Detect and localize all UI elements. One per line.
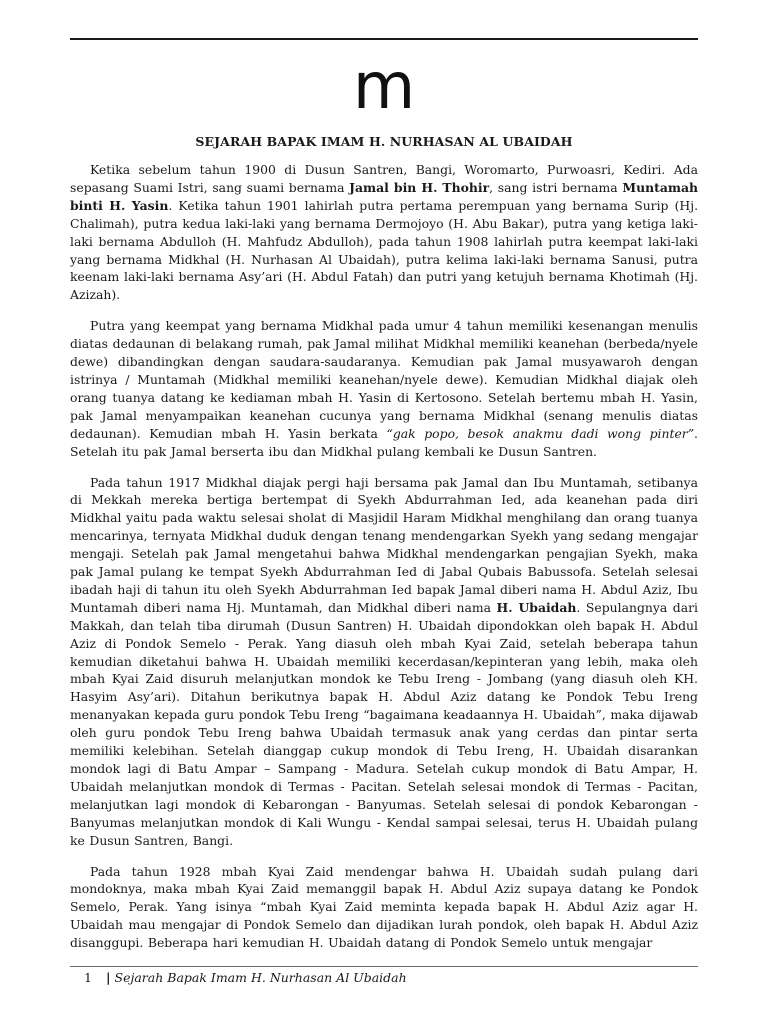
text-run: Putra yang keempat yang bernama Midkhal pada umur 4 tahun memiliki kesenangan menulis diatas dedaunan di belakang rumah, pak Jamal milihat Midkhal memiliki keanehan (berbeda/nyele dewe) dibandingkan dengan saudara-saudaranya. Kemudian pak Jamal musyawaroh dengan istrinya / Muntamah (Midkhal memiliki keanehan/nyele dewe). Kemudian Midkhal diajak oleh orang tuanya datang ke kediaman mbah H. Yasin di Kertosono. Setelah bertemu mbah H. Yasin, pak Jamal menyampaikan keanehan cucunya yang bernama Midkhal (senang menulis diatas dedaunan). Kemudian mbah H. Yasin berkata	[70, 318, 698, 441]
text-run: Pada tahun 1928 mbah Kyai Zaid mendengar bahwa H. Ubaidah sudah pulang dari mondoknya, maka mbah Kyai Zaid memanggil bapak H. Abdul Aziz supaya datang ke Pondok Semelo, Perak. Yang isinya “mbah Kyai Zaid meminta kepada bapak H. Abdul Aziz agar H. Ubaidah mau mengajar di Pondok Semelo dan dijadikan lurah pondok, oleh bapak H. Abdul Aziz disanggupi. Beberapa hari kemudian H. Ubaidah datang di Pondok Semelo untuk mengajar	[70, 863, 698, 951]
text-run: . Sepulangnya dari Makkah, dan telah tiba dirumah (Dusun Santren) H. Ubaidah dipondokkan oleh bapak H. Abdul Aziz di Pondok Semelo - Perak. Yang diasuh oleh mbah Kyai Zaid, setelah beberapa tahun kemudian diketahui bahwa H. Ubaidah memiliki kecerdasan/kepinteran yang lebih, maka oleh mbah Kyai Zaid disuruh melanjutkan mondok ke Tebu Ireng - Jombang (yang diasuh oleh KH. Hasyim Asy’ari). Ditahun berikutnya bapak H. Abdul Aziz datang ke Pondok Tebu Ireng menanyakan kepada guru pondok Tebu Ireng “bagaimana keadaannya H. Ubaidah”, maka dijawab oleh guru pondok Tebu Ireng bahwa Ubaidah termasuk anak yang cerdas dan pintar serta memiliki kelebihan. Setelah dianggap cukup mondok di Tebu Ireng, H. Ubaidah disarankan mondok lagi di Batu Ampar – Sampang - Madura. Setelah cukup mondok di Batu Ampar, H. Ubaidah melanjutkan mondok di Termas - Pacitan. Setelah selesai mondok di Termas - Pacitan, melanjutkan lagi mondok di Kebarongan - Banyumas. Setelah selesai di pondok Kebarongan - Banyumas melanjutkan mondok di Kali Wungu - Kendal sampai selesai, terus H. Ubaidah pulang ke Dusun Santren, Bangi.	[70, 599, 698, 848]
page-number: 1	[84, 970, 92, 985]
document-title: SEJARAH BAPAK IMAM H. NURHASAN AL UBAIDAH	[195, 134, 573, 149]
text-run: Pada tahun 1917 Midkhal diajak pergi haji bersama pak Jamal dan Ibu Muntamah, setibanya di Mekkah mereka bertiga bertempat di Syekh Abdurrahman Ied, ada keanehan pada diri Midkhal yaitu pada waktu selesai sholat di Masjidil Haram Midkhal menghilang dan orang tuanya mencarinya, ternyata Midkhal duduk dengan tenang mendengarkan Syekh yang sedang mengajar mengaji. Setelah pak Jamal mengetahui bahwa Midkhal mendengarkan pengajian Syekh, maka pak Jamal pulang ke tempat Syekh Abdurrahman Ied di Jabal Qubais Babussofa. Setelah selesai ibadah haji di tahun itu oleh Syekh Abdurrahman Ied bapak Jamal diberi nama H. Abdul Aziz, Ibu Muntamah diberi nama Hj. Muntamah, dan Midkhal diberi nama	[70, 474, 698, 615]
footer-separator: |	[105, 970, 111, 985]
bold-text: Jamal bin H. Thohir	[349, 179, 490, 195]
top-rule	[70, 38, 698, 40]
paragraph	[70, 863, 698, 953]
paragraph	[70, 474, 698, 850]
italic-quote: “gak popo, besok anakmu dadi wong pinter”	[386, 425, 695, 441]
text-run: . Ketika tahun 1901 lahirlah putra pertama perempuan yang bernama Surip (Hj. Chalimah), putra kedua laki-laki yang bernama Dermojoyo (H. Abu Bakar), putra yang ketiga laki-laki bernama Abdulloh (H. Mahfudz Abdulloh), pada tahun 1908 lahirlah putra keempat laki-laki yang bernama Midkhal (H. Nurhasan Al Ubaidah), putra kelima laki-laki bernama Sanusi, putra keenam laki-laki bernama Asy’ari (H. Abdul Fatah) dan putri yang ketujuh bernama Khotimah (Hj. Azizah).	[70, 197, 699, 303]
text-run: , sang istri bernama	[489, 179, 623, 195]
document-body	[70, 161, 698, 965]
text-run: . Setelah itu pak Jamal berserta ibu dan Midkhal pulang kembali ke Dusun Santren.	[70, 425, 698, 459]
logo-letter: m	[352, 50, 416, 124]
bold-text: Muntamah binti H. Yasin	[70, 179, 698, 213]
footer-rule	[70, 966, 698, 967]
paragraph	[70, 317, 698, 460]
bold-text: H. Ubaidah	[496, 599, 577, 615]
paragraph	[70, 161, 698, 304]
page-footer	[84, 970, 407, 986]
text-run: Ketika sebelum tahun 1900 di Dusun Santren, Bangi, Woromarto, Purwoasri, Kediri. Ada sepasang Suami Istri, sang suami bernama	[70, 162, 698, 195]
running-title: Sejarah Bapak Imam H. Nurhasan Al Ubaidah	[114, 970, 407, 985]
